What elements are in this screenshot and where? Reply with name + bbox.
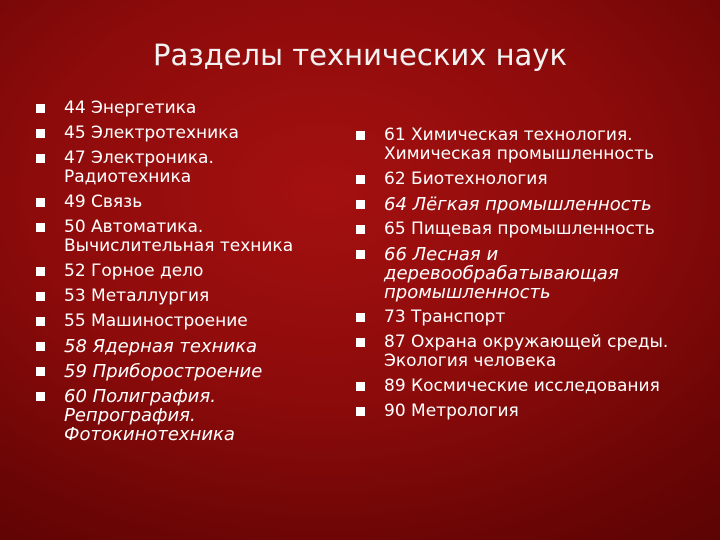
list-item-text: 47 Электроника. Радиотехника [64,148,214,187]
list-item [36,387,326,444]
list-item-text: 45 Электротехника [64,123,239,143]
list-item [356,126,696,164]
list-item-text: 87 Охрана окружающей среды. Экология человека [384,332,669,371]
square-bullet-icon [36,317,45,326]
right-bullet-list [356,126,696,427]
list-item-text: 60 Полиграфия. Репрография. Фотокинотехника [64,386,235,445]
list-item [356,220,696,239]
list-item-text: 73 Транспорт [384,307,506,327]
list-item-text: 64 Лёгкая промышленность [384,194,652,215]
list-item-text: 44 Энергетика [64,98,197,118]
square-bullet-icon [356,250,365,259]
list-item-text: 50 Автоматика. Вычислительная техника [64,217,294,256]
list-item [356,402,696,421]
square-bullet-icon [356,200,365,209]
list-item-text: 55 Машиностроение [64,311,248,331]
list-item-text: 49 Связь [64,192,143,212]
square-bullet-icon [36,198,45,207]
list-item-text: 61 Химическая технология. Химическая промышленность [384,125,655,164]
list-item-text: 66 Лесная и деревообрабатывающая промышленность [384,244,619,303]
list-item-text: 89 Космические исследования [384,376,660,396]
square-bullet-icon [36,292,45,301]
list-item-text: 52 Горное дело [64,261,204,281]
list-item [36,218,326,256]
square-bullet-icon [356,131,365,140]
square-bullet-icon [36,342,45,351]
list-item [36,124,326,143]
list-item [36,99,326,118]
list-item [356,333,696,371]
list-item [36,287,326,306]
list-item-text: 90 Метрология [384,401,519,421]
list-item-text: 53 Металлургия [64,286,210,306]
square-bullet-icon [356,313,365,322]
list-item-text: 62 Биотехнология [384,169,548,189]
square-bullet-icon [36,223,45,232]
list-item-text: 65 Пищевая промышленность [384,219,655,239]
square-bullet-icon [36,367,45,376]
list-item [356,245,696,302]
square-bullet-icon [356,407,365,416]
square-bullet-icon [36,154,45,163]
list-item [36,312,326,331]
square-bullet-icon [36,392,45,401]
list-item [36,362,326,381]
list-item [356,377,696,396]
list-item [36,149,326,187]
slide-title: Разделы технических наук [152,38,567,72]
list-item [356,308,696,327]
list-item-text: 59 Приборостроение [64,361,263,382]
square-bullet-icon [356,175,365,184]
list-item [356,170,696,189]
list-item [36,337,326,356]
square-bullet-icon [36,267,45,276]
square-bullet-icon [356,338,365,347]
list-item [356,195,696,214]
square-bullet-icon [356,382,365,391]
list-item-text: 58 Ядерная техника [64,336,258,357]
square-bullet-icon [36,104,45,113]
square-bullet-icon [356,225,365,234]
square-bullet-icon [36,129,45,138]
list-item [36,262,326,281]
left-bullet-list [36,99,326,450]
list-item [36,193,326,212]
